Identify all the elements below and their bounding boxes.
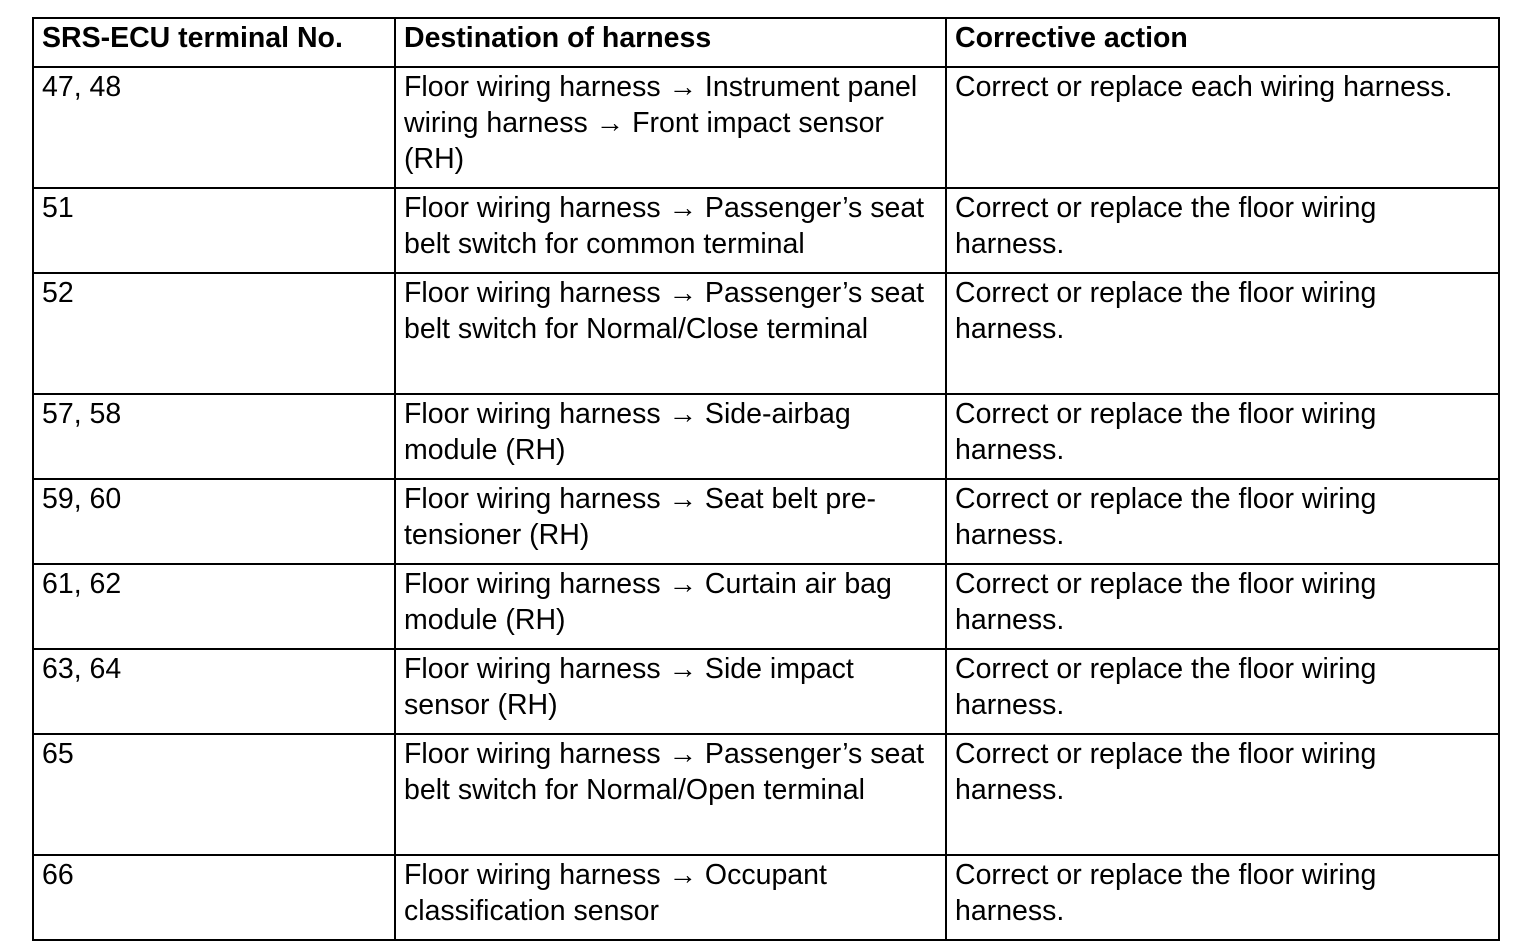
terminal-cell: 57, 58	[33, 394, 395, 479]
terminal-cell: 47, 48	[33, 67, 395, 188]
terminal-cell: 66	[33, 855, 395, 940]
action-cell: Correct or replace the floor wiring harness.	[946, 394, 1499, 479]
header-destination: Destination of harness	[395, 18, 946, 67]
table-row	[33, 564, 1499, 649]
action-cell: Correct or replace the floor wiring harness.	[946, 855, 1499, 940]
table-row	[33, 188, 1499, 273]
action-cell: Correct or replace the floor wiring harness.	[946, 273, 1499, 394]
destination-cell: Floor wiring harness → Passenger’s seat belt switch for Normal/Close terminal	[395, 273, 946, 394]
action-cell: Correct or replace the floor wiring harness.	[946, 479, 1499, 564]
terminal-cell: 63, 64	[33, 649, 395, 734]
table-row	[33, 855, 1499, 940]
header-terminal-no: SRS-ECU terminal No.	[33, 18, 395, 67]
action-cell: Correct or replace the floor wiring harness.	[946, 649, 1499, 734]
destination-cell: Floor wiring harness → Curtain air bag module (RH)	[395, 564, 946, 649]
action-cell: Correct or replace the floor wiring harness.	[946, 188, 1499, 273]
destination-cell: Floor wiring harness → Passenger’s seat belt switch for common terminal	[395, 188, 946, 273]
terminal-cell: 65	[33, 734, 395, 855]
terminal-cell: 61, 62	[33, 564, 395, 649]
action-cell: Correct or replace the floor wiring harness.	[946, 564, 1499, 649]
table-row	[33, 394, 1499, 479]
terminal-cell: 51	[33, 188, 395, 273]
table-row	[33, 67, 1499, 188]
table-header-row	[33, 18, 1499, 67]
destination-cell: Floor wiring harness → Instrument panel wiring harness → Front impact sensor (RH)	[395, 67, 946, 188]
destination-cell: Floor wiring harness → Side-airbag module (RH)	[395, 394, 946, 479]
destination-cell: Floor wiring harness → Passenger’s seat belt switch for Normal/Open terminal	[395, 734, 946, 855]
table-row	[33, 479, 1499, 564]
terminal-cell: 59, 60	[33, 479, 395, 564]
table-row	[33, 649, 1499, 734]
action-cell: Correct or replace the floor wiring harness.	[946, 734, 1499, 855]
destination-cell: Floor wiring harness → Seat belt pre-tensioner (RH)	[395, 479, 946, 564]
terminal-cell: 52	[33, 273, 395, 394]
header-corrective-action: Corrective action	[946, 18, 1499, 67]
destination-cell: Floor wiring harness → Occupant classification sensor	[395, 855, 946, 940]
destination-cell: Floor wiring harness → Side impact sensor (RH)	[395, 649, 946, 734]
action-cell: Correct or replace each wiring harness.	[946, 67, 1499, 188]
harness-table	[32, 17, 1500, 941]
table-row	[33, 734, 1499, 855]
table-row	[33, 273, 1499, 394]
